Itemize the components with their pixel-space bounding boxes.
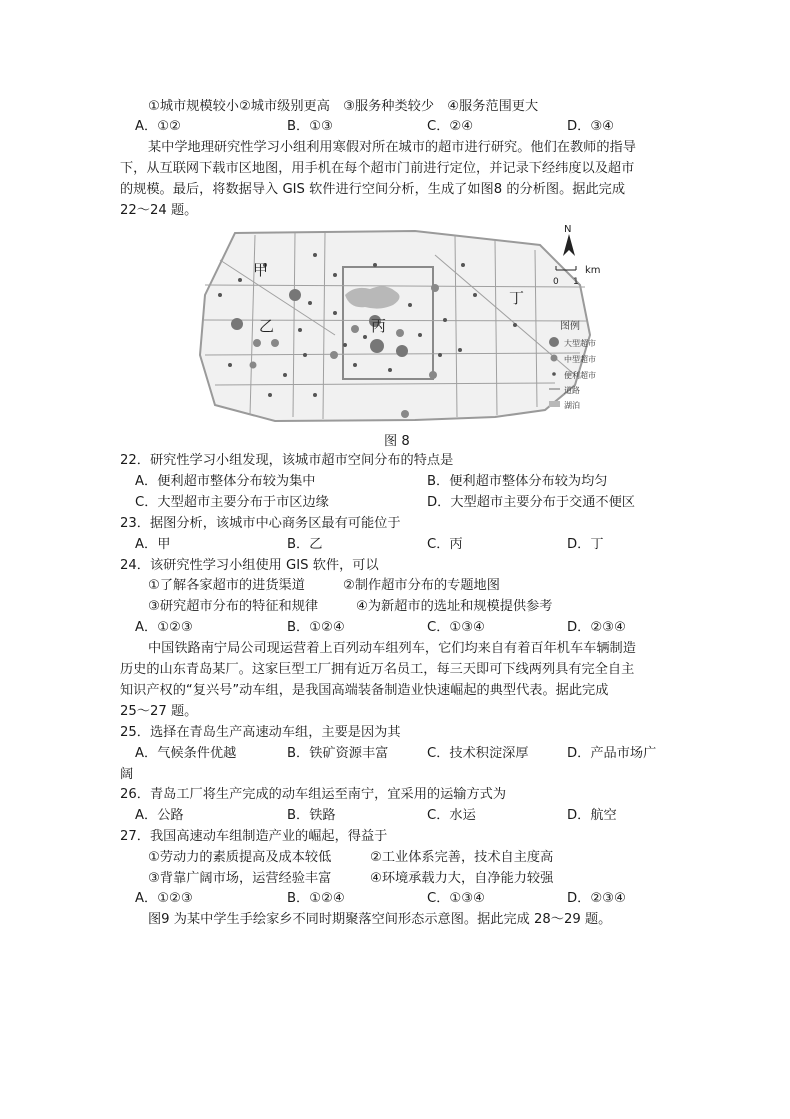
- medium-supermarket: [250, 362, 257, 369]
- legend-lake: 湖泊: [564, 401, 580, 410]
- convenience-store: [333, 273, 337, 277]
- q26-option-b: B．铁路: [287, 808, 336, 823]
- legend-road: 道路: [564, 386, 580, 395]
- q24-option-a: A．①②③: [135, 620, 193, 635]
- scale-tick-0: 0: [553, 277, 559, 287]
- convenience-store: [438, 353, 442, 357]
- q21-option-c: C．②④: [427, 119, 474, 134]
- q26-stem: 26．青岛工厂将生产完成的动车组运至南宁，宜采用的运输方式为: [120, 787, 507, 802]
- intro25-line3: 知识产权的“复兴号”动车组，是我国高端装备制造业快速崛起的典型代表。据此完成: [120, 683, 609, 698]
- q26-option-c: C．水运: [427, 808, 476, 823]
- q22-stem: 22．研究性学习小组发现，该城市超市空间分布的特点是: [120, 453, 454, 468]
- q23-option-c: C．丙: [427, 537, 463, 552]
- q27-items-row1: [148, 849, 553, 867]
- q24-option-c: C．①③④: [427, 620, 485, 635]
- convenience-store: [298, 328, 302, 332]
- q24-item3: ③研究超市分布的特征和规律: [148, 599, 319, 614]
- q22-row2: [135, 494, 635, 512]
- q21-option-d: D．③④: [567, 119, 614, 134]
- medium-supermarket: [351, 325, 359, 333]
- large-supermarket: [289, 289, 301, 301]
- medium-supermarket: [431, 284, 439, 292]
- figure8-map: [195, 225, 593, 430]
- convenience-store: [268, 393, 272, 397]
- convenience-store: [313, 253, 317, 257]
- legend-lake-marker: [549, 401, 560, 407]
- q27-item1: ①劳动力的素质提高及成本较低: [148, 850, 332, 865]
- q27-item3: ③背靠广阔市场，运营经验丰富: [148, 871, 332, 886]
- legend-convenience: 便利超市: [564, 371, 596, 380]
- q24-items-row1: [148, 577, 500, 595]
- label-yi: 乙: [259, 317, 275, 335]
- q23-stem: 23．据图分析，该城市中心商务区最有可能位于: [120, 516, 401, 531]
- convenience-store: [218, 293, 222, 297]
- map-legend: [548, 318, 618, 413]
- q26-option-a: A．公路: [135, 808, 184, 823]
- q26-option-d: D．航空: [567, 808, 617, 823]
- q23-option-a: A．甲: [135, 537, 171, 552]
- legend-large: 大型超市: [564, 339, 596, 348]
- compass-n: N: [564, 224, 572, 235]
- convenience-store: [363, 335, 367, 339]
- convenience-store: [333, 311, 337, 315]
- q25-option-a: A．气候条件优越: [135, 746, 237, 761]
- q24-option-d: D．②③④: [567, 620, 626, 635]
- intro25-line1: 中国铁路南宁局公司现运营着上百列动车组列车，它们均来自有着百年机车车辆制造: [148, 641, 636, 656]
- convenience-store: [473, 293, 477, 297]
- intro25-line4: 25～27 题。: [120, 704, 198, 719]
- q23-option-b: B．乙: [287, 537, 323, 552]
- convenience-store: [443, 318, 447, 322]
- intro22-line4: 22～24 题。: [120, 203, 198, 218]
- q27-options: [135, 890, 626, 908]
- convenience-store: [308, 301, 312, 305]
- q24-options: [135, 619, 626, 637]
- q26-options: [135, 807, 617, 825]
- convenience-store: [238, 278, 242, 282]
- q24-item1: ①了解各家超市的进货渠道: [148, 578, 305, 593]
- intro25-line2: 历史的山东青岛某厂。这家巨型工厂拥有近万名员工，每三天即可下线两列具有完全自主: [120, 662, 635, 677]
- medium-supermarket: [271, 339, 279, 347]
- q25-option-d: D．产品市场广: [567, 746, 657, 761]
- convenience-store: [373, 263, 377, 267]
- q22-option-c: C．大型超市主要分布于市区边缘: [135, 495, 329, 510]
- q23-option-d: D．丁: [567, 537, 604, 552]
- convenience-store: [313, 393, 317, 397]
- legend-medium: 中型超市: [564, 355, 596, 364]
- q24-items-row2: [148, 598, 552, 616]
- convenience-store: [388, 368, 392, 372]
- q27-items-row2: [148, 870, 553, 888]
- intro22-line2: 下，从互联网下载市区地图，用手机在每个超市门前进行定位，并记录下经纬度以及超市: [120, 161, 635, 176]
- medium-supermarket: [429, 371, 437, 379]
- scale-unit: km: [585, 265, 601, 276]
- q24-stem: 24．该研究性学习小组使用 GIS 软件，可以: [120, 558, 379, 573]
- convenience-store: [303, 353, 307, 357]
- intro22-line1: 某中学地理研究性学习小组利用寒假对所在城市的超市进行研究。他们在教师的指导: [148, 140, 636, 155]
- compass-scale: [552, 222, 612, 292]
- convenience-store: [458, 348, 462, 352]
- q21-option-b: B．①③: [287, 119, 333, 134]
- convenience-store: [418, 333, 422, 337]
- convenience-store: [283, 373, 287, 377]
- lake: [345, 286, 400, 308]
- q27-stem: 27．我国高速动车组制造产业的崛起，得益于: [120, 829, 388, 844]
- q23-options: [135, 536, 604, 554]
- convenience-store: [513, 323, 517, 327]
- q22-row1: [135, 473, 607, 491]
- q27-item2: ②工业体系完善，技术自主度高: [370, 850, 554, 865]
- medium-supermarket: [401, 410, 409, 418]
- figure8-caption: 图 8: [384, 434, 410, 449]
- q27-option-c: C．①③④: [427, 891, 485, 906]
- q25-wrap: 阔: [120, 767, 134, 782]
- q27-option-a: A．①②③: [135, 891, 193, 906]
- convenience-store: [408, 303, 412, 307]
- q25-option-b: B．铁矿资源丰富: [287, 746, 389, 761]
- q22-option-d: D．大型超市主要分布于交通不便区: [427, 495, 635, 510]
- q21-items: ①城市规模较小②城市级别更高 ③服务种类较少 ④服务范围更大: [148, 99, 539, 114]
- north-arrow-icon: [563, 234, 575, 256]
- q25-options: [135, 745, 656, 763]
- q27-option-d: D．②③④: [567, 891, 626, 906]
- large-supermarket: [370, 339, 384, 353]
- legend-convenience-marker: [552, 372, 556, 376]
- large-supermarket: [396, 345, 408, 357]
- q21-options: [135, 118, 614, 136]
- scale-tick-1: 1: [573, 277, 579, 287]
- intro22-line3: 的规模。最后，将数据导入 GIS 软件进行空间分析，生成了如图8 的分析图。据此完成: [120, 182, 626, 197]
- q25-stem: 25．选择在青岛生产高速动车组，主要是因为其: [120, 725, 401, 740]
- medium-supermarket: [253, 339, 261, 347]
- large-supermarket: [231, 318, 243, 330]
- q22-option-a: A．便利超市整体分布较为集中: [135, 474, 316, 489]
- convenience-store: [461, 263, 465, 267]
- intro28: 图9 为某中学生手绘家乡不同时期聚落空间形态示意图。据此完成 28～29 题。: [148, 912, 612, 927]
- q21-option-a: A．①②: [135, 119, 181, 134]
- medium-supermarket: [396, 329, 404, 337]
- q27-option-b: B．①②④: [287, 891, 345, 906]
- label-bing: 丙: [371, 317, 387, 335]
- convenience-store: [228, 363, 232, 367]
- q24-item4: ④为新超市的选址和规模提供参考: [356, 599, 553, 614]
- q27-item4: ④环境承载力大，自净能力较强: [370, 871, 554, 886]
- label-ding: 丁: [509, 289, 525, 307]
- legend-medium-marker: [551, 355, 558, 362]
- legend-large-marker: [549, 337, 559, 347]
- convenience-store: [353, 363, 357, 367]
- q25-option-c: C．技术积淀深厚: [427, 746, 529, 761]
- legend-title: 图例: [560, 321, 580, 332]
- convenience-store: [343, 343, 347, 347]
- label-jia: 甲: [253, 261, 269, 279]
- q24-option-b: B．①②④: [287, 620, 345, 635]
- medium-supermarket: [330, 351, 338, 359]
- q24-item2: ②制作超市分布的专题地图: [343, 578, 500, 593]
- q22-option-b: B．便利超市整体分布较为均匀: [427, 474, 608, 489]
